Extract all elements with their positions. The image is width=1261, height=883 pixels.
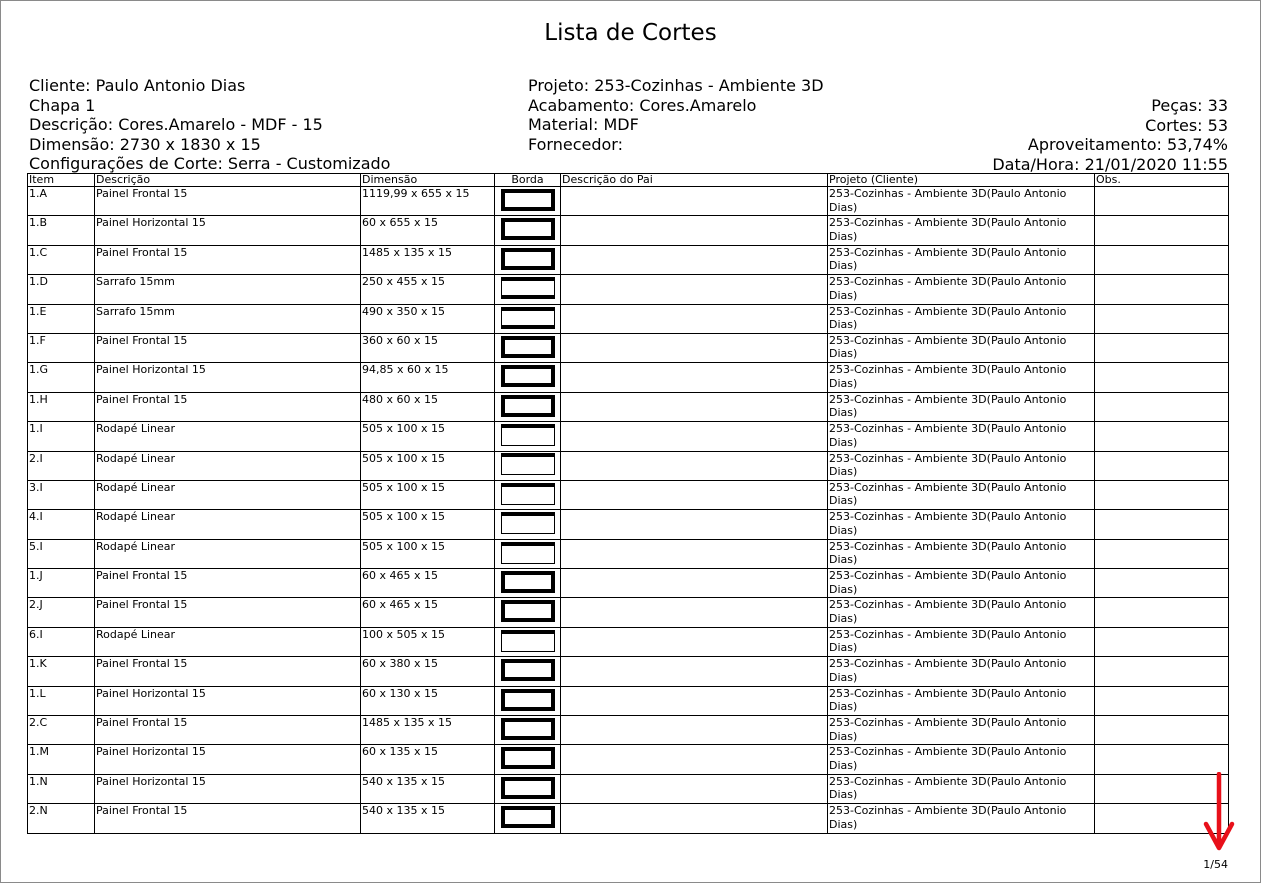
- parent-description-cell: [561, 363, 828, 392]
- column-header-parent-description: Descrição do Pai: [561, 174, 828, 187]
- item-cell: 2.N: [28, 804, 95, 833]
- table-body: [28, 187, 1229, 834]
- description-cell: Painel Horizontal 15: [95, 216, 361, 245]
- description-cell: Painel Horizontal 15: [95, 363, 361, 392]
- item-cell: 6.I: [28, 627, 95, 656]
- datetime-value: Data/Hora: 21/01/2020 11:55: [992, 154, 1228, 174]
- parent-description-cell: [561, 804, 828, 833]
- table-row: [28, 333, 1229, 362]
- edge-banding-diagram: [501, 512, 555, 534]
- edge-banding-diagram: [501, 718, 555, 740]
- edge-banding-diagram: [501, 336, 555, 358]
- parent-description-cell: [561, 216, 828, 245]
- table-row: [28, 716, 1229, 745]
- dimension-line: Dimensão: 2730 x 1830 x 15: [29, 134, 261, 154]
- obs-cell: [1095, 510, 1229, 539]
- project-cell: 253-Cozinhas - Ambiente 3D(Paulo Antonio Dias): [828, 745, 1095, 774]
- project-cell: 253-Cozinhas - Ambiente 3D(Paulo Antonio Dias): [828, 333, 1095, 362]
- parent-description-cell: [561, 716, 828, 745]
- item-cell: 1.J: [28, 569, 95, 598]
- description-cell: Sarrafo 15mm: [95, 304, 361, 333]
- obs-cell: [1095, 333, 1229, 362]
- column-header-description: Descrição: [95, 174, 361, 187]
- obs-cell: [1095, 275, 1229, 304]
- header-right-block: [992, 96, 1228, 174]
- obs-cell: [1095, 187, 1229, 216]
- parent-description-cell: [561, 333, 828, 362]
- dimension-cell: 60 x 465 x 15: [361, 569, 495, 598]
- parent-description-cell: [561, 657, 828, 686]
- dimension-cell: 540 x 135 x 15: [361, 804, 495, 833]
- column-header-obs: Obs.: [1095, 174, 1229, 187]
- dimension-cell: 250 x 455 x 15: [361, 275, 495, 304]
- obs-cell: [1095, 657, 1229, 686]
- edge-banding-diagram: [501, 689, 555, 711]
- table-row: [28, 451, 1229, 480]
- table-row: [28, 363, 1229, 392]
- project-cell: 253-Cozinhas - Ambiente 3D(Paulo Antonio Dias): [828, 275, 1095, 304]
- description-cell: Rodapé Linear: [95, 480, 361, 509]
- project-cell: 253-Cozinhas - Ambiente 3D(Paulo Antonio Dias): [828, 539, 1095, 568]
- pieces-count: Peças: 33: [1151, 96, 1228, 115]
- utilization-value: Aproveitamento: 53,74%: [1027, 135, 1228, 154]
- project-cell: 253-Cozinhas - Ambiente 3D(Paulo Antonio Dias): [828, 686, 1095, 715]
- edge-cell: [495, 333, 561, 362]
- project-line: Projeto: 253-Cozinhas - Ambiente 3D: [528, 76, 824, 95]
- parent-description-cell: [561, 539, 828, 568]
- description-cell: Painel Frontal 15: [95, 392, 361, 421]
- dimension-cell: 60 x 465 x 15: [361, 598, 495, 627]
- item-cell: 1.M: [28, 745, 95, 774]
- edge-banding-diagram: [501, 218, 555, 240]
- parent-description-cell: [561, 451, 828, 480]
- description-cell: Painel Frontal 15: [95, 187, 361, 216]
- table-row: [28, 480, 1229, 509]
- parent-description-cell: [561, 569, 828, 598]
- edge-banding-diagram: [501, 365, 555, 387]
- item-cell: 2.C: [28, 716, 95, 745]
- edge-banding-diagram: [501, 424, 555, 446]
- description-cell: Rodapé Linear: [95, 627, 361, 656]
- parent-description-cell: [561, 686, 828, 715]
- column-header-item: Item: [28, 174, 95, 187]
- dimension-cell: 505 x 100 x 15: [361, 422, 495, 451]
- item-cell: 1.N: [28, 774, 95, 803]
- column-header-project: Projeto (Cliente): [828, 174, 1095, 187]
- dimension-cell: 1485 x 135 x 15: [361, 716, 495, 745]
- project-cell: 253-Cozinhas - Ambiente 3D(Paulo Antonio Dias): [828, 804, 1095, 833]
- parent-description-cell: [561, 774, 828, 803]
- project-cell: 253-Cozinhas - Ambiente 3D(Paulo Antonio Dias): [828, 569, 1095, 598]
- page-number: 1/54: [1203, 858, 1228, 871]
- table-row: [28, 598, 1229, 627]
- obs-cell: [1095, 245, 1229, 274]
- project-cell: 253-Cozinhas - Ambiente 3D(Paulo Antonio Dias): [828, 657, 1095, 686]
- edge-banding-diagram: [501, 395, 555, 417]
- item-cell: 1.H: [28, 392, 95, 421]
- edge-cell: [495, 569, 561, 598]
- project-cell: 253-Cozinhas - Ambiente 3D(Paulo Antonio Dias): [828, 304, 1095, 333]
- edge-cell: [495, 539, 561, 568]
- edge-cell: [495, 657, 561, 686]
- edge-cell: [495, 451, 561, 480]
- edge-cell: [495, 774, 561, 803]
- dimension-cell: 60 x 130 x 15: [361, 686, 495, 715]
- parent-description-cell: [561, 304, 828, 333]
- page-title: Lista de Cortes: [544, 20, 717, 46]
- parent-description-cell: [561, 480, 828, 509]
- dimension-cell: 505 x 100 x 15: [361, 539, 495, 568]
- table-row: [28, 804, 1229, 833]
- edge-banding-diagram: [501, 277, 555, 299]
- description-cell: Painel Frontal 15: [95, 333, 361, 362]
- description-cell: Painel Horizontal 15: [95, 774, 361, 803]
- table-row: [28, 569, 1229, 598]
- item-cell: 1.C: [28, 245, 95, 274]
- edge-banding-diagram: [501, 747, 555, 769]
- description-cell: Painel Horizontal 15: [95, 686, 361, 715]
- edge-cell: [495, 627, 561, 656]
- edge-banding-diagram: [501, 248, 555, 270]
- dimension-cell: 505 x 100 x 15: [361, 451, 495, 480]
- dimension-cell: 100 x 505 x 15: [361, 627, 495, 656]
- material-line: Material: MDF: [528, 115, 639, 134]
- project-cell: 253-Cozinhas - Ambiente 3D(Paulo Antonio Dias): [828, 392, 1095, 421]
- obs-cell: [1095, 627, 1229, 656]
- project-cell: 253-Cozinhas - Ambiente 3D(Paulo Antonio Dias): [828, 598, 1095, 627]
- dimension-cell: 540 x 135 x 15: [361, 774, 495, 803]
- item-cell: 2.I: [28, 451, 95, 480]
- table-row: [28, 657, 1229, 686]
- description-cell: Rodapé Linear: [95, 510, 361, 539]
- edge-banding-diagram: [501, 630, 555, 652]
- parent-description-cell: [561, 598, 828, 627]
- dimension-cell: 60 x 655 x 15: [361, 216, 495, 245]
- dimension-cell: 1485 x 135 x 15: [361, 245, 495, 274]
- item-cell: 1.A: [28, 187, 95, 216]
- description-line: Descrição: Cores.Amarelo - MDF - 15: [29, 115, 323, 134]
- edge-cell: [495, 187, 561, 216]
- edge-cell: [495, 716, 561, 745]
- obs-cell: [1095, 745, 1229, 774]
- table-row: [28, 187, 1229, 216]
- edge-cell: [495, 804, 561, 833]
- description-cell: Painel Frontal 15: [95, 569, 361, 598]
- obs-cell: [1095, 569, 1229, 598]
- item-cell: 1.L: [28, 686, 95, 715]
- item-cell: 1.D: [28, 275, 95, 304]
- parent-description-cell: [561, 245, 828, 274]
- item-cell: 1.B: [28, 216, 95, 245]
- table-row: [28, 304, 1229, 333]
- cut-config-line: Configurações de Corte: Serra - Customizado: [29, 154, 391, 173]
- item-cell: 3.I: [28, 480, 95, 509]
- table-row: [28, 216, 1229, 245]
- edge-cell: [495, 745, 561, 774]
- table-header-row: [28, 174, 1229, 187]
- edge-banding-diagram: [501, 600, 555, 622]
- item-cell: 5.I: [28, 539, 95, 568]
- project-cell: 253-Cozinhas - Ambiente 3D(Paulo Antonio Dias): [828, 187, 1095, 216]
- obs-cell: [1095, 216, 1229, 245]
- item-cell: 1.K: [28, 657, 95, 686]
- edge-cell: [495, 304, 561, 333]
- edge-banding-diagram: [501, 806, 555, 828]
- description-cell: Painel Frontal 15: [95, 657, 361, 686]
- header-middle-block: [528, 76, 824, 154]
- supplier-line: Fornecedor:: [528, 134, 623, 154]
- dimension-cell: 94,85 x 60 x 15: [361, 363, 495, 392]
- edge-cell: [495, 686, 561, 715]
- cut-list-table: [27, 173, 1229, 834]
- item-cell: 4.I: [28, 510, 95, 539]
- edge-banding-diagram: [501, 453, 555, 475]
- item-cell: 2.J: [28, 598, 95, 627]
- edge-banding-diagram: [501, 659, 555, 681]
- obs-cell: [1095, 686, 1229, 715]
- edge-banding-diagram: [501, 571, 555, 593]
- table-row: [28, 539, 1229, 568]
- description-cell: Painel Frontal 15: [95, 716, 361, 745]
- description-cell: Painel Horizontal 15: [95, 745, 361, 774]
- parent-description-cell: [561, 422, 828, 451]
- item-cell: 1.F: [28, 333, 95, 362]
- parent-description-cell: [561, 627, 828, 656]
- project-cell: 253-Cozinhas - Ambiente 3D(Paulo Antonio Dias): [828, 363, 1095, 392]
- edge-banding-diagram: [501, 542, 555, 564]
- edge-cell: [495, 510, 561, 539]
- edge-cell: [495, 422, 561, 451]
- parent-description-cell: [561, 745, 828, 774]
- table-row: [28, 627, 1229, 656]
- item-cell: 1.E: [28, 304, 95, 333]
- project-cell: 253-Cozinhas - Ambiente 3D(Paulo Antonio Dias): [828, 510, 1095, 539]
- table-row: [28, 422, 1229, 451]
- edge-banding-diagram: [501, 307, 555, 329]
- finish-line: Acabamento: Cores.Amarelo: [528, 95, 757, 115]
- edge-cell: [495, 598, 561, 627]
- table-row: [28, 275, 1229, 304]
- parent-description-cell: [561, 275, 828, 304]
- description-cell: Rodapé Linear: [95, 539, 361, 568]
- edge-cell: [495, 392, 561, 421]
- header-left-block: [29, 76, 390, 174]
- dimension-cell: 60 x 380 x 15: [361, 657, 495, 686]
- project-cell: 253-Cozinhas - Ambiente 3D(Paulo Antonio Dias): [828, 774, 1095, 803]
- dimension-cell: 360 x 60 x 15: [361, 333, 495, 362]
- project-cell: 253-Cozinhas - Ambiente 3D(Paulo Antonio Dias): [828, 480, 1095, 509]
- edge-cell: [495, 245, 561, 274]
- sheet-line: Chapa 1: [29, 95, 96, 115]
- obs-cell: [1095, 451, 1229, 480]
- obs-cell: [1095, 480, 1229, 509]
- project-cell: 253-Cozinhas - Ambiente 3D(Paulo Antonio Dias): [828, 627, 1095, 656]
- project-cell: 253-Cozinhas - Ambiente 3D(Paulo Antonio Dias): [828, 245, 1095, 274]
- edge-cell: [495, 480, 561, 509]
- obs-cell: [1095, 363, 1229, 392]
- obs-cell: [1095, 598, 1229, 627]
- table-row: [28, 245, 1229, 274]
- description-cell: Sarrafo 15mm: [95, 275, 361, 304]
- table-row: [28, 774, 1229, 803]
- description-cell: Painel Frontal 15: [95, 598, 361, 627]
- description-cell: Rodapé Linear: [95, 422, 361, 451]
- project-cell: 253-Cozinhas - Ambiente 3D(Paulo Antonio Dias): [828, 216, 1095, 245]
- edge-banding-diagram: [501, 189, 555, 211]
- column-header-dimension: Dimensão: [361, 174, 495, 187]
- parent-description-cell: [561, 510, 828, 539]
- dimension-cell: 60 x 135 x 15: [361, 745, 495, 774]
- obs-cell: [1095, 539, 1229, 568]
- obs-cell: [1095, 304, 1229, 333]
- table-row: [28, 686, 1229, 715]
- obs-cell: [1095, 422, 1229, 451]
- description-cell: Rodapé Linear: [95, 451, 361, 480]
- dimension-cell: 505 x 100 x 15: [361, 480, 495, 509]
- edge-banding-diagram: [501, 777, 555, 799]
- edge-cell: [495, 275, 561, 304]
- dimension-cell: 490 x 350 x 15: [361, 304, 495, 333]
- description-cell: Painel Frontal 15: [95, 245, 361, 274]
- parent-description-cell: [561, 187, 828, 216]
- project-cell: 253-Cozinhas - Ambiente 3D(Paulo Antonio Dias): [828, 716, 1095, 745]
- edge-cell: [495, 363, 561, 392]
- item-cell: 1.I: [28, 422, 95, 451]
- edge-cell: [495, 216, 561, 245]
- obs-cell: [1095, 716, 1229, 745]
- item-cell: 1.G: [28, 363, 95, 392]
- project-cell: 253-Cozinhas - Ambiente 3D(Paulo Antonio Dias): [828, 451, 1095, 480]
- client-line: Cliente: Paulo Antonio Dias: [29, 76, 246, 95]
- down-arrow-icon: [1202, 772, 1236, 854]
- table-row: [28, 745, 1229, 774]
- project-cell: 253-Cozinhas - Ambiente 3D(Paulo Antonio Dias): [828, 422, 1095, 451]
- dimension-cell: 1119,99 x 655 x 15: [361, 187, 495, 216]
- dimension-cell: 505 x 100 x 15: [361, 510, 495, 539]
- column-header-edge: Borda: [495, 174, 561, 187]
- edge-banding-diagram: [501, 483, 555, 505]
- description-cell: Painel Frontal 15: [95, 804, 361, 833]
- dimension-cell: 480 x 60 x 15: [361, 392, 495, 421]
- obs-cell: [1095, 392, 1229, 421]
- table-row: [28, 510, 1229, 539]
- cuts-count: Cortes: 53: [1145, 115, 1228, 135]
- parent-description-cell: [561, 392, 828, 421]
- table-row: [28, 392, 1229, 421]
